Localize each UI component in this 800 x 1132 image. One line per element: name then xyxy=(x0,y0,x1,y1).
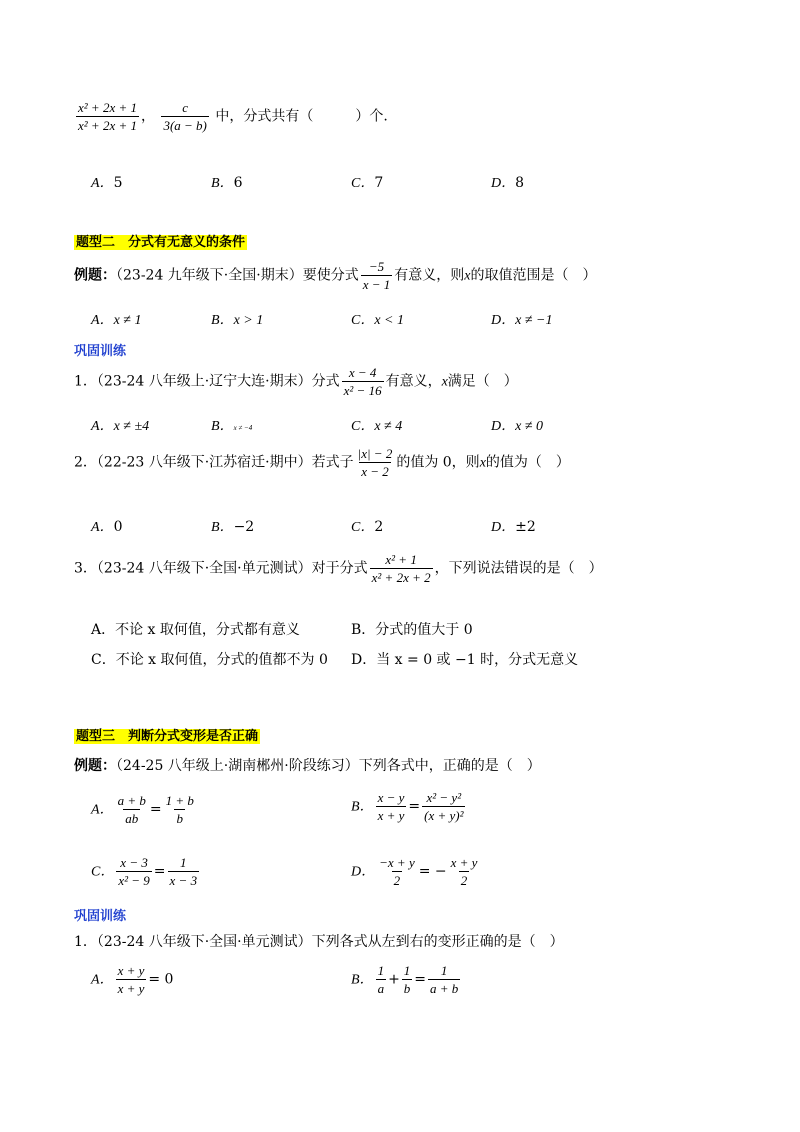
option-b[interactable]: B．6 xyxy=(211,175,243,191)
option-d[interactable]: D．±2 xyxy=(491,519,536,535)
option-c[interactable]: C．x ≠ 4 xyxy=(351,419,403,434)
section-heading: 题型二 分式有无意义的条件 xyxy=(76,235,246,250)
option-d[interactable]: D．x ≠ 0 xyxy=(491,419,544,434)
option-b[interactable]: B． $\frac{x - y}{x + y}$ = $\frac{\text{x² − y²}}{\text{(x + y)²}}$ xyxy=(351,790,464,823)
option-c[interactable]: C．x < 1 xyxy=(351,313,405,328)
option-d[interactable]: D．8 xyxy=(491,175,525,191)
top-fraction-2: $\frac{c}{3(a - b)}$ xyxy=(163,100,207,133)
question-3: 3．（23-24 八年级下·全国·单元测试）对于分式 $\frac{\text{x² + 1}}{\text{x² + 2x + 2}}$ ，下列说法错误的是（ ） xyxy=(74,552,603,585)
option-a[interactable]: A．5 xyxy=(91,175,123,191)
q1-fraction: $\frac{x - 4}{\text{x² − 16}}$ xyxy=(343,365,382,398)
option-b[interactable]: B． $\frac{1}{a}$ + $\frac{1}{b}$ = $\frac{1}{a + b}$ xyxy=(351,963,459,996)
option-b[interactable]: B．x > 1 xyxy=(211,313,264,328)
top-fraction-1: $\frac{\text{x² + 2x + 1}}{\text{x² + 2x + 1}}$ xyxy=(78,100,137,133)
question-1: 1．（23-24 八年级上·辽宁大连·期末）分式 $\frac{x - 4}{\text{x² − 16}}$ 有意义，x满足（ ） xyxy=(74,365,518,398)
q2-fraction: $\frac{|x| - 2}{x - 2}$ xyxy=(357,446,393,479)
option-a[interactable]: A． $\frac{a + b}{ab}$ = $\frac{1 + b}{b}$ xyxy=(91,793,194,826)
q3-fraction: $\frac{\text{x² + 1}}{\text{x² + 2x + 2}}$ xyxy=(371,552,431,585)
option-a[interactable]: A．0 xyxy=(91,519,123,535)
option-d[interactable]: D．当 x = 0 或 −1 时，分式无意义 xyxy=(351,652,579,668)
option-c[interactable]: C．2 xyxy=(351,519,384,535)
option-b[interactable]: B．x ≠ −4 xyxy=(211,419,253,434)
option-a[interactable]: A．x ≠ ±4 xyxy=(91,419,150,434)
practice-label: 巩固训练 xyxy=(74,909,127,924)
option-c[interactable]: C．7 xyxy=(351,175,384,191)
option-a[interactable]: A．不论 x 取何值，分式都有意义 xyxy=(91,622,300,638)
question-2: 2．（22-23 八年级下·江苏宿迁·期中）若式子 $\frac{|x| - 2}{x - 2}$ 的值为 0，则x的值为（ ） xyxy=(74,446,570,479)
example-question: 例题：（23-24 九年级下·全国·期末）要使分式 $\frac{-5}{x - 1}$ 有意义，则x的取值范围是（ ） xyxy=(74,259,597,292)
practice-label: 巩固训练 xyxy=(74,344,127,359)
option-d[interactable]: D．x ≠ −1 xyxy=(491,313,553,328)
option-a[interactable]: A． $\frac{x + y}{x + y}$ = 0 xyxy=(91,963,174,996)
option-a[interactable]: A．x ≠ 1 xyxy=(91,313,142,328)
top-question-tail: 中，分式共有（ ）个. xyxy=(215,108,388,125)
example-question: 例题：（24-25 八年级上·湖南郴州·阶段练习）下列各式中，正确的是（ ） xyxy=(74,758,541,774)
example-fraction: $\frac{-5}{x - 1}$ xyxy=(362,259,391,292)
option-d[interactable]: D． $\frac{-x + y}{2}$ = − $\frac{x + y}{2}$ xyxy=(351,855,478,888)
option-c[interactable]: C． $\frac{x - 3}{\text{x² − 9}}$ = $\frac{1}{x - 3}$ xyxy=(91,855,198,888)
option-c[interactable]: C．不论 x 取何值，分式的值都不为 0 xyxy=(91,652,328,668)
option-b[interactable]: B．−2 xyxy=(211,519,255,535)
question-1: 1．（23-24 八年级下·全国·单元测试）下列各式从左到右的变形正确的是（ ） xyxy=(74,934,564,950)
section-heading: 题型三 判断分式变形是否正确 xyxy=(76,729,259,744)
top-fraction-line: $\frac{\text{x² + 2x + 1}}{\text{x² + 2x + 1}}$ ， $\frac{c}{3(a - b)}$ 中，分式共有（ ）个. xyxy=(78,100,388,133)
option-b[interactable]: B．分式的值大于 0 xyxy=(351,622,473,638)
